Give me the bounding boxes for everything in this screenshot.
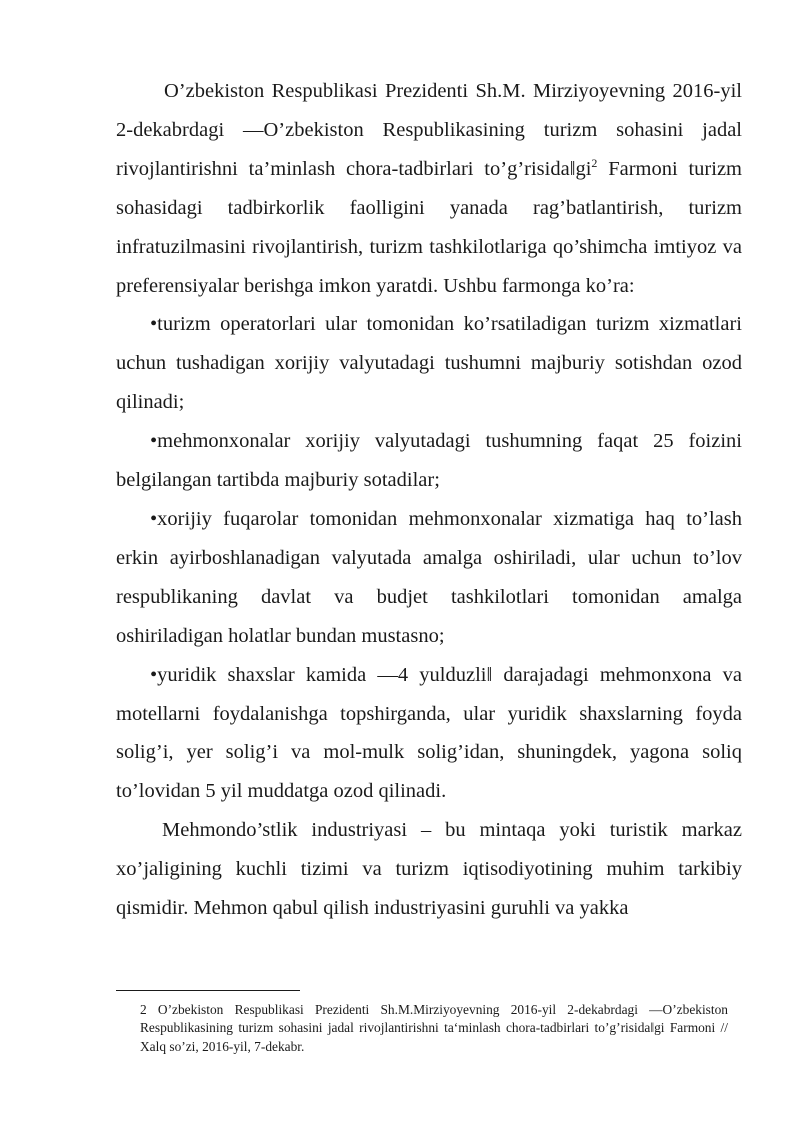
body-text <box>116 72 742 928</box>
hospitality-paragraph: Mehmondo’stlik industriyasi – bu mintaqa yoki turistik markaz xo’jaligining kuchli tizimi va turizm iqtisodiyotining muhim tarkibiy qismidir. Mehmon qabul qilish industriyasini guruhli va yakka <box>116 819 742 920</box>
footnote-text: 2 O’zbekiston Respublikasi Prezidenti Sh.M.Mirziyoyevning 2016-yil 2-dekabrdagi ―O’zbekiston Respublikasining turizm sohasini jadal rivojlantirishni ta‘minlash chora-tadbirlari to’g’risida‖gi Farmoni // Xalq so’zi, 2016-yil, 7-dekabr. <box>140 1002 728 1054</box>
bullet-item: •mehmonxonalar xorijiy valyutadagi tushumning faqat 25 foizini belgilangan tartibda majburiy sotadilar; <box>116 430 742 492</box>
bullet-item: •xorijiy fuqarolar tomonidan mehmonxonalar xizmatiga haq to’lash erkin ayirboshlanadigan valyutada amalga oshiriladi, ular uchun to’lov respublikaning davlat va budjet tashkilotlari tomonidan amalga oshiriladigan holatlar bundan mustasno; <box>116 507 742 647</box>
intro-paragraph <box>116 72 742 305</box>
bullet-item: •turizm operatorlari ular tomonidan ko’rsatiladigan turizm xizmatlari uchun tushadigan xorijiy valyutadagi tushumni majburiy sotishdan ozod qilinadi; <box>116 313 742 414</box>
footnote <box>140 1001 728 1056</box>
bullet-item: •yuridik shaxslar kamida ―4 yulduzli‖ darajadagi mehmonxona va motellarni foydalanishga topshirganda, ular yuridik shaxslarning foyda solig’i, yer solig’i va mol-mulk solig’idan, shuningdek, yagona soliq to’lovidan 5 yil muddatga ozod qilinadi. <box>116 663 742 803</box>
footnote-reference: 2 <box>591 155 598 170</box>
intro-paragraph-continuation: Farmoni turizm sohasidagi tadbirkorlik faolligini yanada rag’batlantirish, turizm infratuzilmasini rivojlantirish, turizm tashkilotlariga qo’shimcha imtiyoz va preferensiyalar berishga imkon yaratdi. Ushbu farmonga ko’ra: <box>116 157 742 297</box>
intro-paragraph-text: O’zbekiston Respublikasi Prezidenti Sh.M. Mirziyoyevning 2016-yil 2-dekabrdagi ―O’zbekiston Respublikasining turizm sohasini jadal rivojlantirishni ta’minlash chora-tadbirlari to’g’risida‖gi <box>116 80 742 180</box>
footnote-separator <box>116 990 300 991</box>
